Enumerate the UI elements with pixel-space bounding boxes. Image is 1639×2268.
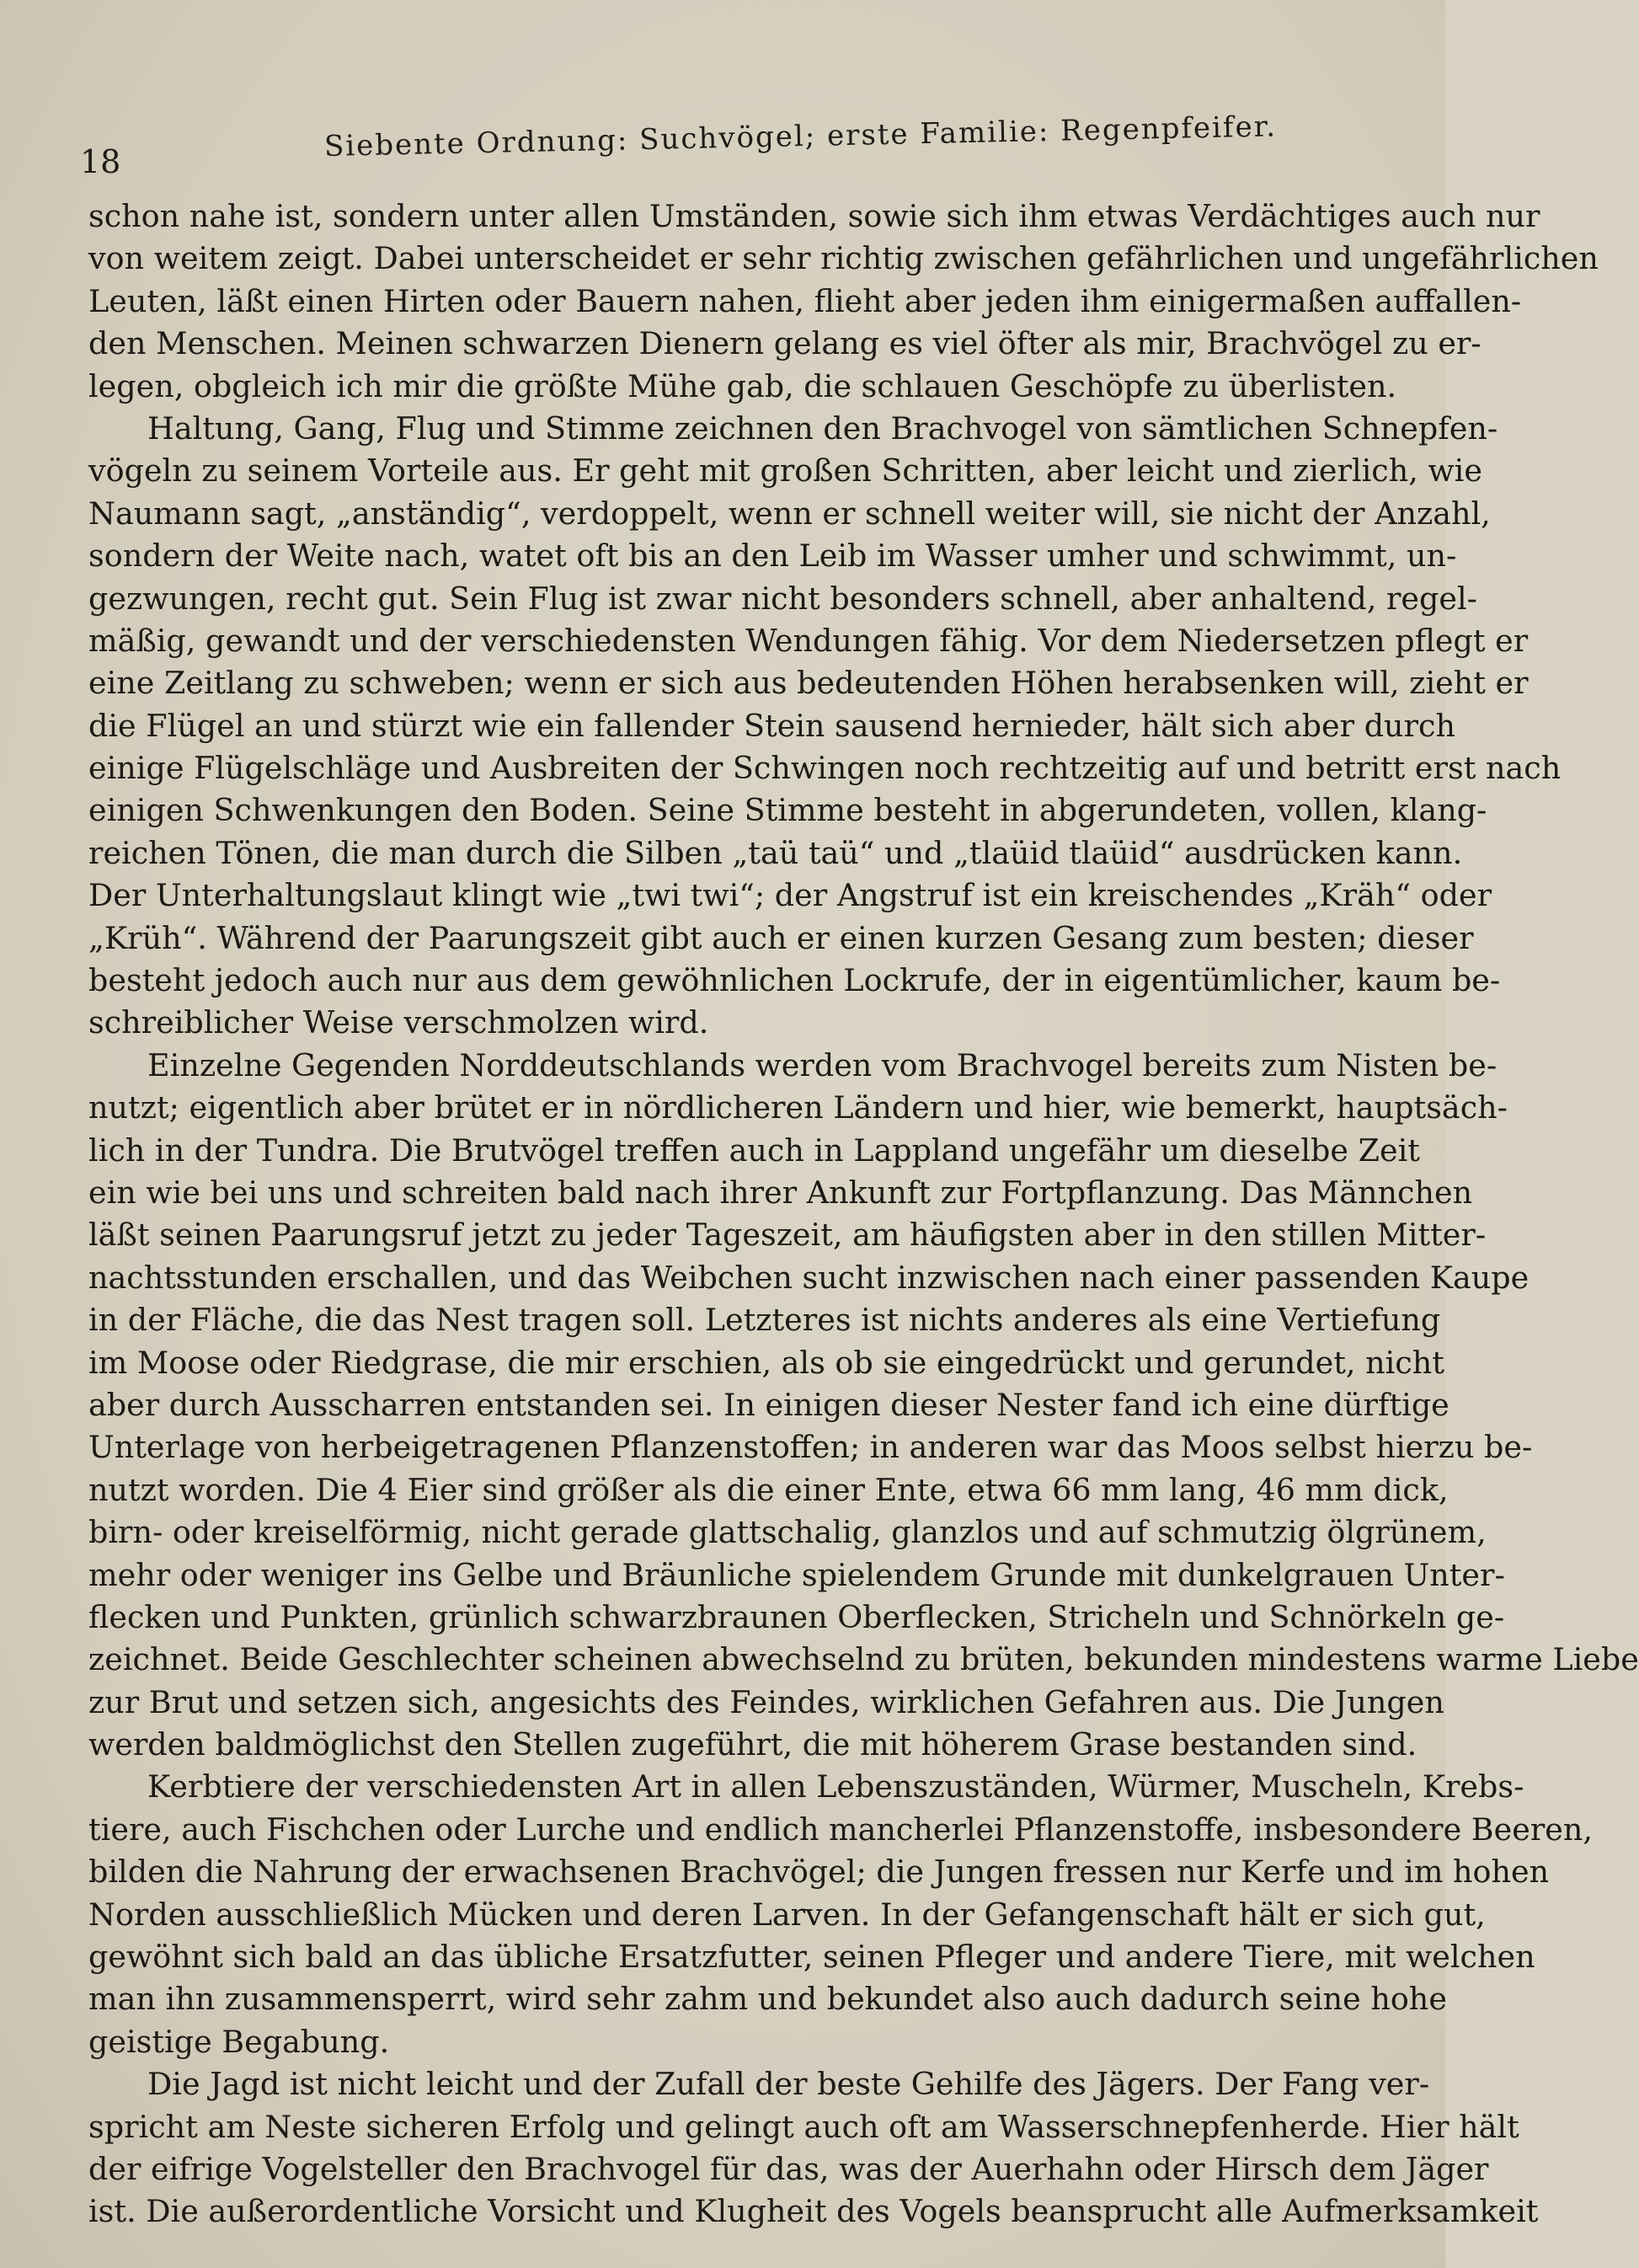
page-number: 18	[80, 143, 121, 180]
text-line: im Moose oder Riedgrase, die mir erschien, als ob sie eingedrückt und gerundet, nicht	[88, 1344, 1444, 1381]
text-line: spricht am Neste sicheren Erfolg und gelingt auch oft am Wasserschnepfenherde. Hier hält	[88, 2108, 1519, 2145]
text-line: nutzt; eigentlich aber brütet er in nördlicheren Ländern und hier, wie bemerkt, hauptsäch-	[88, 1089, 1508, 1126]
text-line: mäßig, gewandt und der verschiedensten Wendungen fähig. Vor dem Niedersetzen pflegt er	[88, 622, 1529, 659]
text-line: Unterlage von herbeigetragenen Pflanzenstoffen; in anderen war das Moos selbst hierzu be-	[88, 1429, 1533, 1466]
text-line: flecken und Punkten, grünlich schwarzbraunen Oberflecken, Stricheln und Schnörkeln ge-	[88, 1598, 1505, 1635]
text-line: einige Flügelschläge und Ausbreiten der Schwingen noch rechtzeitig auf und betritt erst nach	[88, 750, 1562, 787]
text-line: man ihn zusammensperrt, wird sehr zahm und bekundet also auch dadurch seine hohe	[88, 1981, 1447, 2018]
text-line: läßt seinen Paarungsruf jetzt zu jeder Tageszeit, am häufigsten aber in den stillen Mitter-	[88, 1217, 1487, 1254]
body-text	[88, 195, 1639, 2233]
text-line: Norden ausschließlich Mücken und deren Larven. In der Gefangenschaft hält er sich gut,	[88, 1896, 1486, 1933]
text-line: Naumann sagt, „anständig“, verdoppelt, wenn er schnell weiter will, sie nicht der Anzahl,	[88, 495, 1491, 532]
text-line: nachtsstunden erschallen, und das Weibchen sucht inzwischen nach einer passenden Kaupe	[88, 1259, 1530, 1296]
text-line: einigen Schwenkungen den Boden. Seine Stimme besteht in abgerundeten, vollen, klang-	[88, 792, 1487, 829]
text-line: Der Unterhaltungslaut klingt wie „twi twi“; der Angstruf ist ein kreischendes „Kräh“ oder	[88, 877, 1492, 914]
page-header	[80, 110, 1377, 185]
text-line: bilden die Nahrung der erwachsenen Brachvögel; die Jungen fressen nur Kerfe und im hohen	[88, 1853, 1550, 1891]
running-head: Siebente Ordnung: Suchvögel; erste Familie: Regenpfeifer.	[323, 110, 1278, 163]
text-line: schreiblicher Weise verschmolzen wird.	[88, 1004, 709, 1041]
text-line: mehr oder weniger ins Gelbe und Bräunliche spielendem Grunde mit dunkelgrauen Unter-	[88, 1556, 1505, 1593]
text-line: vögeln zu seinem Vorteile aus. Er geht mit großen Schritten, aber leicht und zierlich, wie	[88, 452, 1482, 489]
text-line: sondern der Weite nach, watet oft bis an den Leib im Wasser umher und schwimmt, un-	[88, 538, 1457, 575]
text-line: eine Zeitlang zu schweben; wenn er sich aus bedeutenden Höhen herabsenken will, zieht er	[88, 665, 1529, 702]
text-line: Haltung, Gang, Flug und Stimme zeichnen den Brachvogel von sämtlichen Schnepfen-	[147, 409, 1498, 447]
text-line: tiere, auch Fischchen oder Lurche und endlich mancherlei Pflanzenstoffe, insbesondere Beeren,	[88, 1811, 1593, 1848]
text-line: Kerbtiere der verschiedensten Art in allen Lebenszuständen, Würmer, Muscheln, Krebs-	[147, 1768, 1524, 1805]
text-line: legen, obgleich ich mir die größte Mühe gab, die schlauen Geschöpfe zu überlisten.	[88, 367, 1397, 404]
text-line: ist. Die außerordentliche Vorsicht und Klugheit des Vogels beansprucht alle Aufmerksamkeit	[88, 2193, 1539, 2230]
text-line: Einzelne Gegenden Norddeutschlands werden vom Brachvogel bereits zum Nisten be-	[147, 1046, 1498, 1083]
text-line: Die Jagd ist nicht leicht und der Zufall der beste Gehilfe des Jägers. Der Fang ver-	[147, 2066, 1430, 2103]
text-line: zeichnet. Beide Geschlechter scheinen abwechselnd zu brüten, bekunden mindestens warme Liebe	[88, 1641, 1639, 1678]
text-line: gezwungen, recht gut. Sein Flug ist zwar nicht besonders schnell, aber anhaltend, regel-	[88, 580, 1477, 617]
text-line: den Menschen. Meinen schwarzen Dienern gelang es viel öfter als mir, Brachvögel zu er-	[88, 325, 1482, 362]
text-line: geistige Begabung.	[88, 2023, 390, 2060]
text-line: Leuten, läßt einen Hirten oder Bauern nahen, flieht aber jeden ihm einigermaßen auffallen-	[88, 282, 1522, 319]
text-line: aber durch Ausscharren entstanden sei. In einigen dieser Nester fand ich eine dürftige	[88, 1386, 1449, 1423]
text-line: lich in der Tundra. Die Brutvögel treffen auch in Lappland ungefähr um dieselbe Zeit	[88, 1131, 1420, 1169]
text-line: ein wie bei uns und schreiten bald nach ihrer Ankunft zur Fortpflanzung. Das Männchen	[88, 1174, 1473, 1211]
text-line: die Flügel an und stürzt wie ein fallender Stein sausend hernieder, hält sich aber durch	[88, 707, 1455, 744]
text-line: gewöhnt sich bald an das übliche Ersatzfutter, seinen Pfleger und andere Tiere, mit welchen	[88, 1939, 1535, 1976]
text-line: besteht jedoch auch nur aus dem gewöhnlichen Lockrufe, der in eigentümlicher, kaum be-	[88, 962, 1501, 999]
text-line: in der Fläche, die das Nest tragen soll. Letzteres ist nichts anderes als eine Vertiefung	[88, 1302, 1441, 1339]
text-line: nutzt worden. Die 4 Eier sind größer als die einer Ente, etwa 66 mm lang, 46 mm dick,	[88, 1471, 1449, 1508]
text-line: schon nahe ist, sondern unter allen Umständen, sowie sich ihm etwas Verdächtiges auch nur	[88, 198, 1540, 234]
text-line: reichen Tönen, die man durch die Silben „taü taü“ und „tlaüid tlaüid“ ausdrücken kann.	[88, 834, 1463, 871]
text-line: „Krüh“. Während der Paarungszeit gibt auch er einen kurzen Gesang zum besten; dieser	[88, 919, 1474, 956]
text-line: von weitem zeigt. Dabei unterscheidet er sehr richtig zwischen gefährlichen und ungefährlichen	[88, 240, 1599, 277]
text-line: der eifrige Vogelsteller den Brachvogel für das, was der Auerhahn oder Hirsch dem Jäger	[88, 2150, 1489, 2187]
text-line: zur Brut und setzen sich, angesichts des Feindes, wirklichen Gefahren aus. Die Jungen	[88, 1683, 1444, 1720]
text-line: werden baldmöglichst den Stellen zugeführt, die mit höherem Grase bestanden sind.	[88, 1726, 1417, 1763]
text-line: birn- oder kreiselförmig, nicht gerade glattschalig, glanzlos und auf schmutzig ölgrünem,	[88, 1514, 1487, 1551]
